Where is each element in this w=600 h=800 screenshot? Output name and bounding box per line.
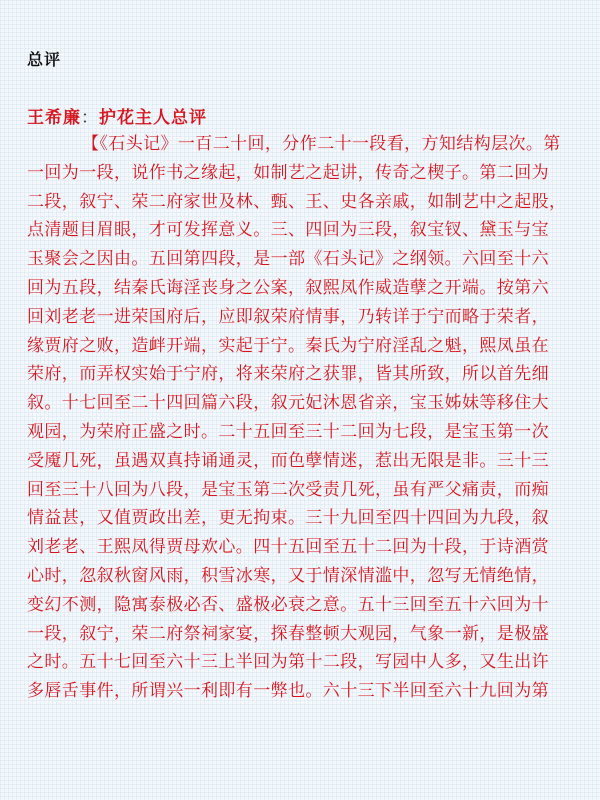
body-line: 受魇几死，虽遇双真持诵通灵，而色孽情迷，惹出无限是非。三十三 <box>27 450 549 471</box>
body-line: 之时。五十七回至六十三上半回为第十二段，写园中人多，又生出许 <box>27 652 549 673</box>
body-line: 刘老老、王熙凤得贾母欢心。四十五回至五十二回为十段，于诗酒赏 <box>27 537 549 558</box>
body-line: 叙。十七回至二十四回篇六段，叙元妃沐恩省亲，宝玉姊妹等移住大 <box>27 393 549 414</box>
body-line: 回至三十八回为八段，是宝玉第二次受责几死，虽有严父痛责，而痴 <box>27 479 549 500</box>
body-line: 情益甚，又值贾政出差，更无拘束。三十九回至四十四回为九段，叙 <box>27 508 549 529</box>
body-line: 荣府，而弄权实始于宁府，将来荣府之获罪，皆其所致，所以首先细 <box>27 364 549 385</box>
body-line: 多唇舌事件，所谓兴一利即有一弊也。六十三下半回至六十九回为第 <box>27 681 549 702</box>
body-line: 一段，叙宁，荣二府祭祠家宴，探春整顿大观园，气象一新，是极盛 <box>27 623 549 644</box>
body-line: 心时，忽叙秋窗风雨，积雪冰寒，又于情深情滥中，忽写无情绝情， <box>27 565 549 586</box>
body-line: 回为五段，结秦氏诲淫丧身之公案，叙熙凤作威造孽之开端。按第六 <box>27 277 549 298</box>
commentary-body <box>27 130 577 706</box>
commentary-author: 王希廉 <box>27 108 81 128</box>
body-line: 观园，为荣府正盛之时。二十五回至三十二回为七段，是宝玉第一次 <box>27 421 549 442</box>
commentary-heading <box>27 107 207 129</box>
body-line: 二段，叙宁、荣二府家世及林、甄、王、史各亲戚，如制艺中之起股， <box>27 191 567 212</box>
body-line: 缘贾府之败，造衅开端，实起于宁。秦氏为宁府淫乱之魁，熙凤虽在 <box>27 335 549 356</box>
section-title: 总评 <box>27 50 62 69</box>
body-line: 回刘老老一进荣国府后，应即叙荣府情事，乃转详于宁而略于荣者， <box>27 306 549 327</box>
body-line: 玉聚会之因由。五回第四段，是一部《石头记》之纲领。六回至十六 <box>27 249 549 270</box>
body-line: 【《石头记》一百二十回，分作二十一段看，方知结构层次。第 <box>82 134 561 154</box>
body-line: 一回为一段，说作书之缘起，如制艺之起讲，传奇之楔子。第二回为 <box>27 162 549 183</box>
heading-separator: ： <box>81 108 99 128</box>
commentary-title: 护花主人总评 <box>99 108 207 128</box>
body-line: 点清题目眉眼，才可发挥意义。三、四回为三段，叙宝钗、黛玉与宝 <box>27 220 549 241</box>
body-line: 变幻不测，隐寓泰极必否、盛极必衰之意。五十三回至五十六回为十 <box>27 594 549 615</box>
